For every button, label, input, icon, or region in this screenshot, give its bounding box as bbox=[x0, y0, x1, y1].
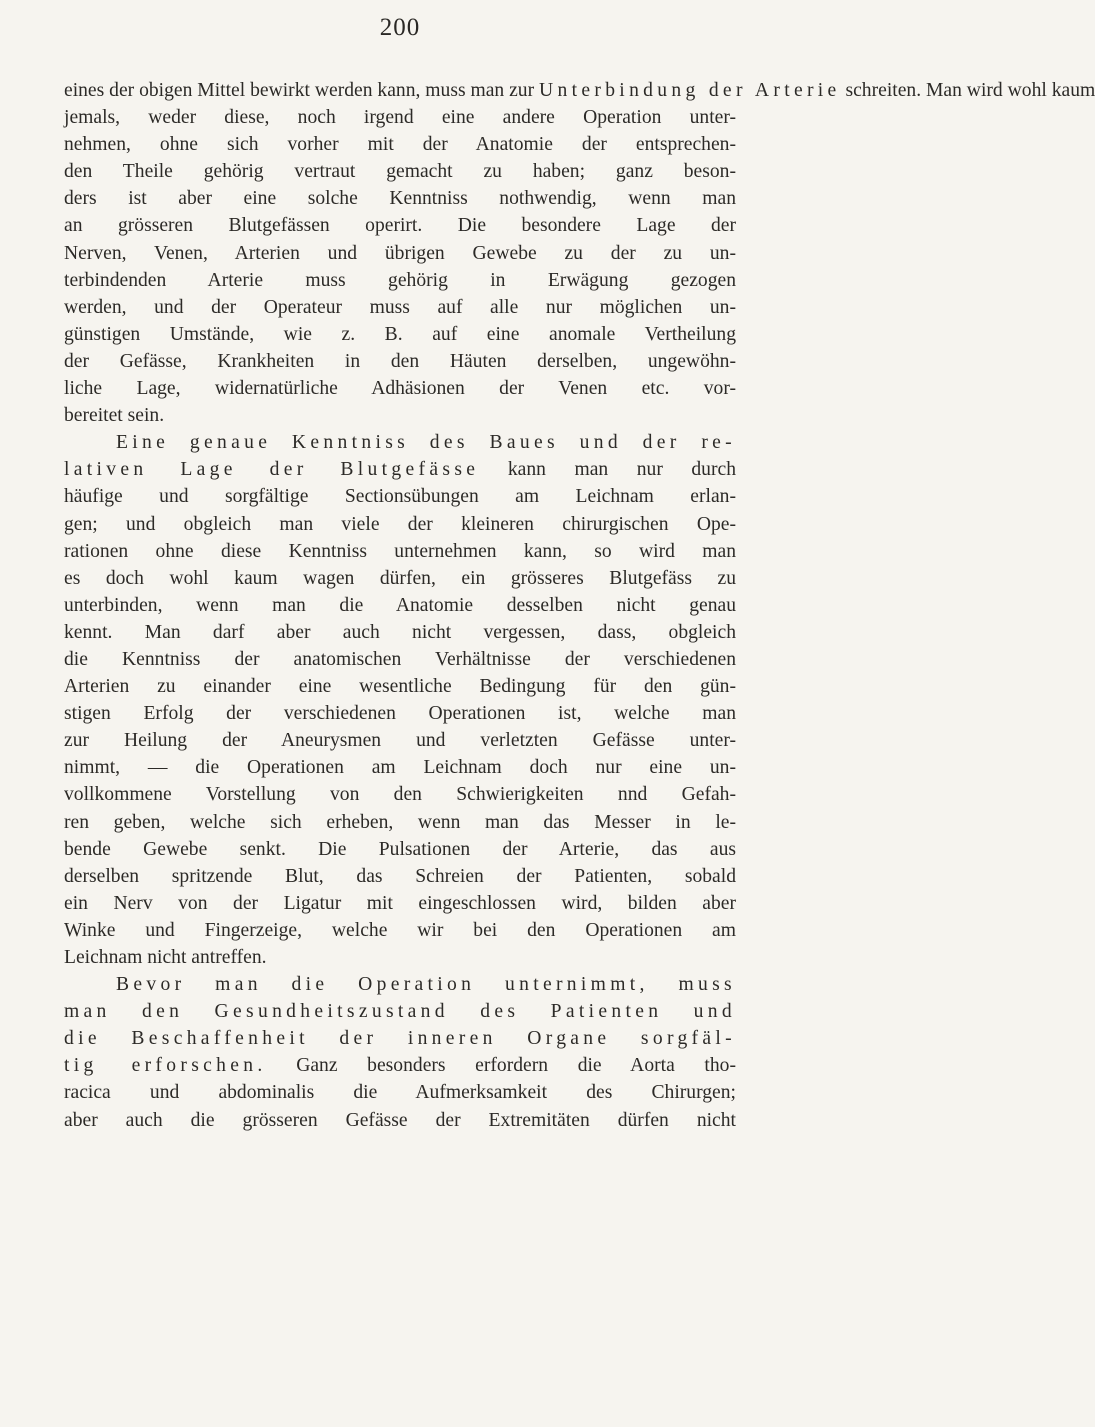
text-line: bereitet sein. bbox=[64, 405, 165, 427]
text-line: derselben spritzende Blut, das Schreien der Patienten, sobald bbox=[64, 865, 736, 887]
text-line: den Theile gehörig vertraut gemacht zu haben; ganz beson- bbox=[64, 161, 736, 183]
text-line: nimmt, — die Operationen am Leichnam doch nur eine un- bbox=[64, 757, 736, 779]
text-line: bende Gewebe senkt. Die Pulsationen der Arterie, das aus bbox=[64, 838, 736, 860]
spaced-emphasis: die Beschaffenheit der inneren Organe sorgfäl- bbox=[64, 1028, 736, 1050]
text-line bbox=[64, 77, 1095, 104]
text-line: die Kenntniss der anatomischen Verhältnisse der verschiedenen bbox=[64, 648, 736, 670]
text-line: der Gefässe, Krankheiten in den Häuten derselben, ungewöhn- bbox=[64, 350, 736, 372]
text-line bbox=[64, 1052, 736, 1079]
text-line: zur Heilung der Aneurysmen und verletzten Gefässe unter- bbox=[64, 730, 736, 752]
text-segment: kann man nur durch bbox=[479, 459, 736, 481]
text-line bbox=[64, 456, 736, 483]
text-line: Leichnam nicht antreffen. bbox=[64, 947, 267, 968]
text-segment: schreiten. Man wird wohl kaum bbox=[840, 80, 1095, 101]
spaced-emphasis: tig erforschen. bbox=[64, 1055, 267, 1077]
spaced-emphasis: Unterbindung der Arterie bbox=[539, 80, 841, 101]
text-line: günstigen Umstände, wie z. B. auf eine anomale Vertheilung bbox=[64, 323, 736, 345]
text-line: kennt. Man darf aber auch nicht vergessen, dass, obgleich bbox=[64, 621, 736, 643]
spaced-emphasis: lativen Lage der Blutgefässe bbox=[64, 459, 480, 481]
text-segment: eines der obigen Mittel bewirkt werden kann, muss man zur bbox=[64, 80, 540, 101]
text-segment: Ganz besonders erfordern die Aorta tho- bbox=[266, 1055, 736, 1077]
text-line: ein Nerv von der Ligatur mit eingeschlossen wird, bilden aber bbox=[64, 892, 736, 914]
body-text bbox=[64, 77, 1095, 1134]
text-line: ren geben, welche sich erheben, wenn man das Messer in le- bbox=[64, 811, 736, 833]
text-line: liche Lage, widernatürliche Adhäsionen der Venen etc. vor- bbox=[64, 378, 736, 400]
text-line: terbindenden Arterie muss gehörig in Erwägung gezogen bbox=[64, 269, 736, 291]
page-number: 200 bbox=[379, 14, 421, 41]
text-line: stigen Erfolg der verschiedenen Operationen ist, welche man bbox=[64, 703, 736, 725]
text-line: unterbinden, wenn man die Anatomie desselben nicht genau bbox=[64, 594, 736, 616]
text-line: an grösseren Blutgefässen operirt. Die besondere Lage der bbox=[64, 215, 736, 237]
spaced-emphasis: man den Gesundheitszustand des Patienten und bbox=[64, 1001, 736, 1023]
text-line: Arterien zu einander eine wesentliche Bedingung für den gün- bbox=[64, 676, 736, 698]
text-line: häufige und sorgfältige Sectionsübungen am Leichnam erlan- bbox=[64, 486, 736, 508]
text-line: jemals, weder diese, noch irgend eine andere Operation unter- bbox=[64, 107, 736, 129]
text-line: racica und abdominalis die Aufmerksamkeit des Chirurgen; bbox=[64, 1082, 736, 1104]
text-line: aber auch die grösseren Gefässe der Extremitäten dürfen nicht bbox=[64, 1109, 736, 1131]
text-line: ders ist aber eine solche Kenntniss nothwendig, wenn man bbox=[64, 188, 736, 210]
text-line: vollkommene Vorstellung von den Schwierigkeiten nnd Gefah- bbox=[64, 784, 736, 806]
spaced-emphasis: Bevor man die Operation unternimmt, muss bbox=[116, 974, 736, 996]
text-line: Winke und Fingerzeige, welche wir bei den Operationen am bbox=[64, 919, 736, 941]
text-line: werden, und der Operateur muss auf alle nur möglichen un- bbox=[64, 296, 736, 318]
text-line: es doch wohl kaum wagen dürfen, ein grösseres Blutgefäss zu bbox=[64, 567, 736, 589]
spaced-emphasis: Eine genaue Kenntniss des Baues und der re- bbox=[116, 432, 736, 454]
text-line: rationen ohne diese Kenntniss unternehmen kann, so wird man bbox=[64, 540, 736, 562]
text-line: nehmen, ohne sich vorher mit der Anatomie der entsprechen- bbox=[64, 134, 736, 156]
text-line: Nerven, Venen, Arterien und übrigen Gewebe zu der zu un- bbox=[64, 242, 736, 264]
text-line: gen; und obgleich man viele der kleineren chirurgischen Ope- bbox=[64, 513, 736, 535]
